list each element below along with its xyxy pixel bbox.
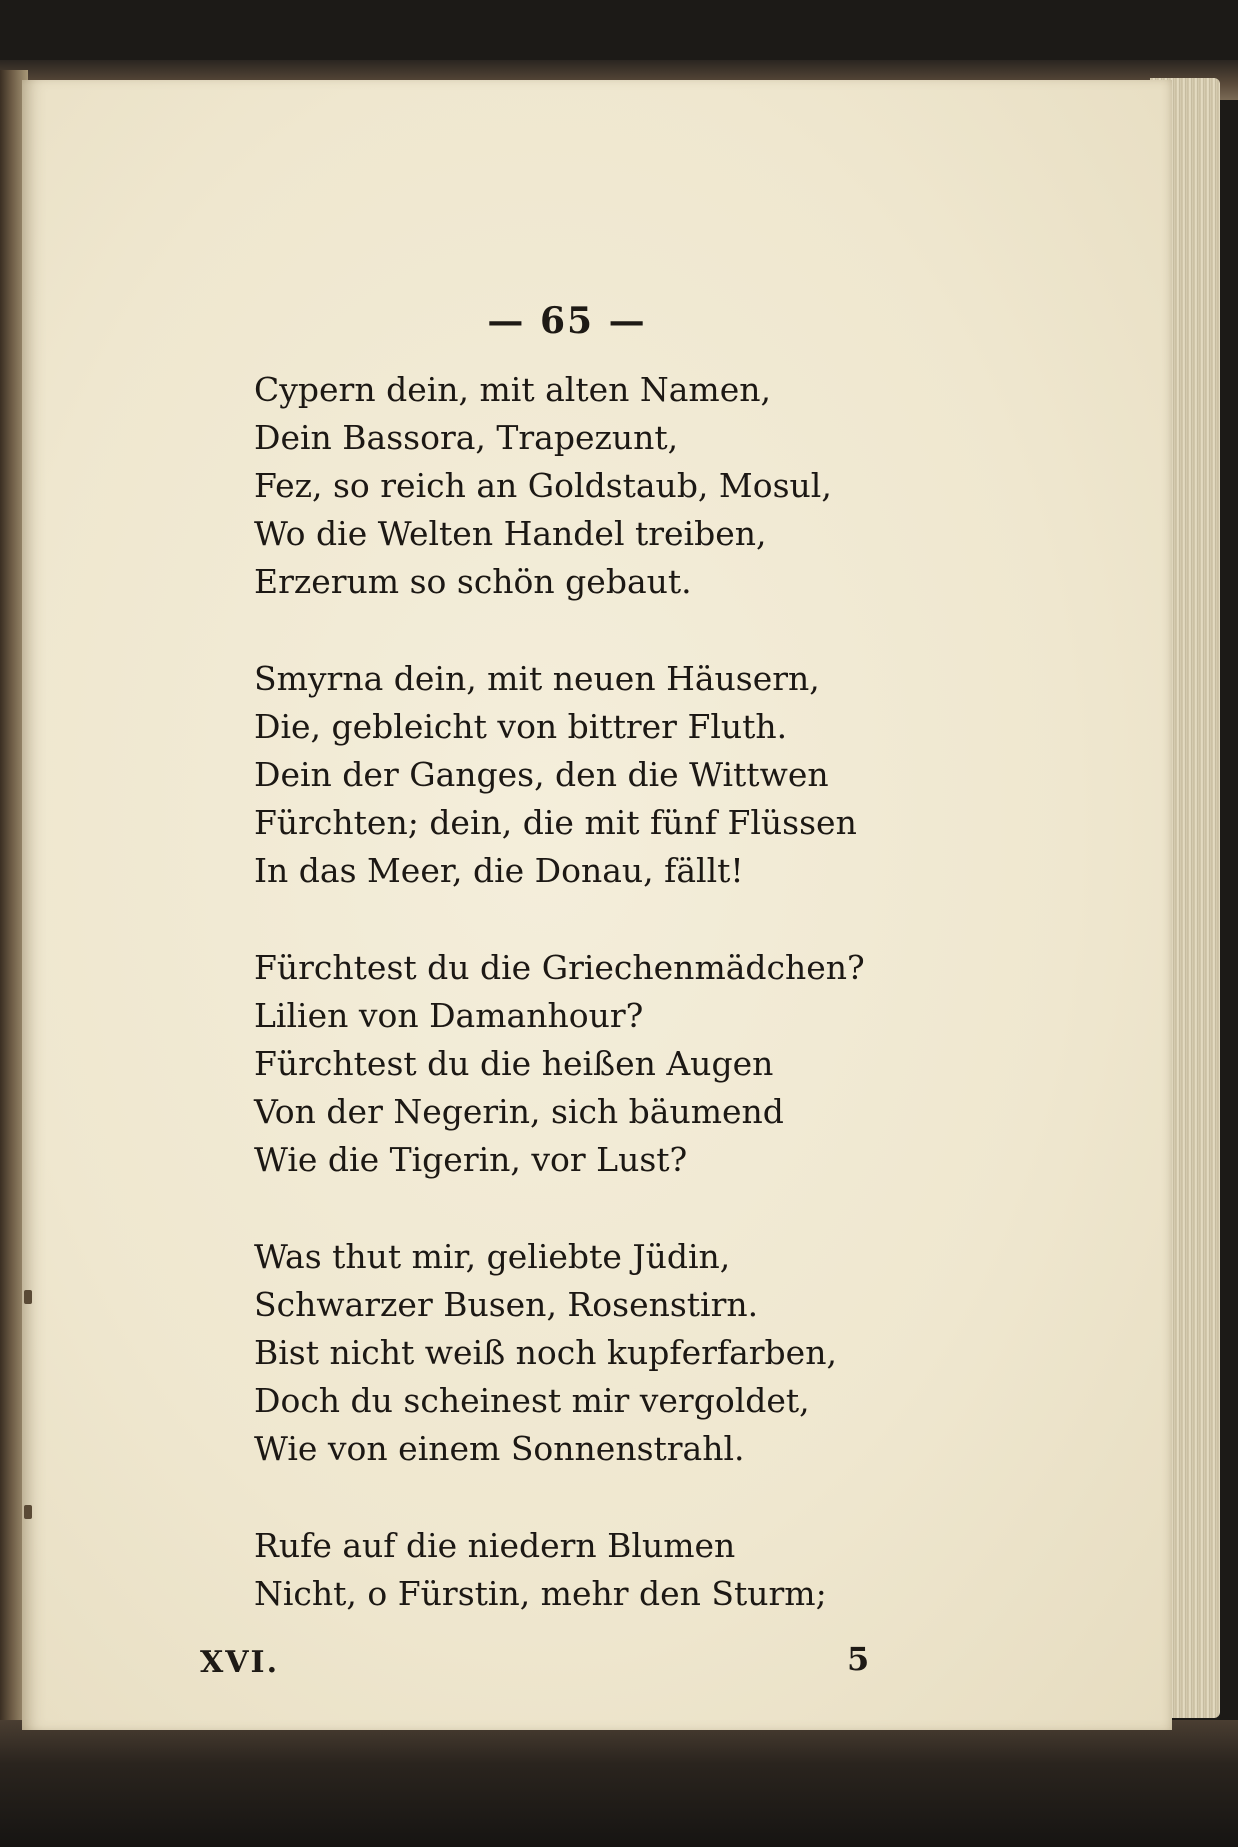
sheet-number: 5 — [847, 1640, 870, 1678]
poem-line: Von der Negerin, sich bäumend — [254, 1092, 784, 1131]
poem-line: In das Meer, die Donau, fällt! — [254, 851, 744, 890]
page-header: — 65 — — [487, 300, 647, 342]
book-cover-bottom — [0, 1720, 1238, 1847]
poem-line: Wo die Welten Handel treiben, — [254, 514, 767, 553]
stanza-1 — [254, 366, 1014, 606]
poem-line: Erzerum so schön gebaut. — [254, 562, 692, 601]
poem-line: Nicht, o Fürstin, mehr den Sturm; — [254, 1574, 827, 1613]
poem-line: Lilien von Damanhour? — [254, 996, 644, 1035]
poem-line: Fez, so reich an Goldstaub, Mosul, — [254, 466, 832, 505]
book-page — [22, 80, 1172, 1730]
poem-line: Dein Bassora, Trapezunt, — [254, 418, 679, 457]
signature-mark: XVI. — [200, 1645, 280, 1680]
poem-line: Die, gebleicht von bittrer Fluth. — [254, 707, 788, 746]
stanza-5 — [254, 1522, 1014, 1618]
poem-line: Cypern dein, mit alten Namen, — [254, 370, 771, 409]
poem-line: Bist nicht weiß noch kupferfarben, — [254, 1333, 837, 1372]
stanza-2 — [254, 655, 1014, 895]
poem-line: Wie von einem Sonnenstrahl. — [254, 1429, 745, 1468]
poem-line: Rufe auf die niedern Blumen — [254, 1526, 736, 1565]
stanza-3 — [254, 944, 1014, 1184]
poem-line: Was thut mir, geliebte Jüdin, — [254, 1237, 731, 1276]
binding-stitch — [24, 1290, 32, 1304]
poem-line: Fürchtest du die Griechenmädchen? — [254, 948, 865, 987]
binding-stitch — [24, 1505, 32, 1519]
poem-line: Fürchten; dein, die mit fünf Flüssen — [254, 803, 857, 842]
stanza-4 — [254, 1233, 1014, 1473]
poem-text — [254, 366, 1014, 1667]
poem-line: Schwarzer Busen, Rosenstirn. — [254, 1285, 759, 1324]
poem-line: Fürchtest du die heißen Augen — [254, 1044, 774, 1083]
poem-line: Wie die Tigerin, vor Lust? — [254, 1140, 688, 1179]
poem-line: Smyrna dein, mit neuen Häusern, — [254, 659, 820, 698]
poem-line: Dein der Ganges, den die Wittwen — [254, 755, 829, 794]
poem-line: Doch du scheinest mir vergoldet, — [254, 1381, 810, 1420]
